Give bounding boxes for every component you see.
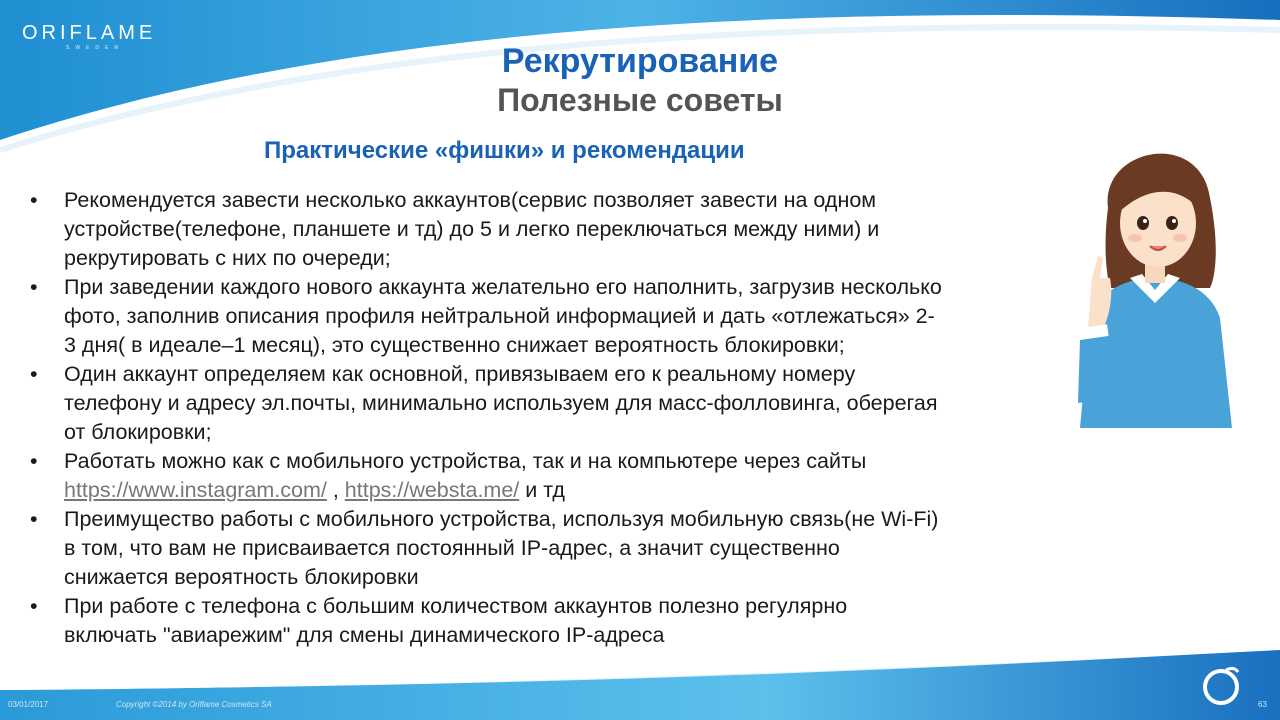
bullet-line: снижается вероятность блокировки xyxy=(64,565,419,589)
bullet-line: 3 дня( в идеале–1 месяц), это существенно снижает вероятность блокировки; xyxy=(64,333,845,357)
bullet-line: При заведении каждого нового аккаунта желательно его наполнить, загрузив несколько xyxy=(64,275,942,299)
oriflame-logo xyxy=(22,22,156,51)
websta-link[interactable]: https://websta.me/ xyxy=(344,478,520,502)
bullet-line: Преимущество работы с мобильного устройства, используя мобильную связь(не Wi-Fi) xyxy=(64,507,939,531)
oriflame-o-icon xyxy=(1198,664,1244,710)
bullet-line: устройстве(телефоне, планшете и тд) до 5 и легко переключаться между ними) и xyxy=(64,217,880,241)
bullet-list xyxy=(30,186,1035,650)
instagram-link[interactable]: https://www.instagram.com/ xyxy=(64,478,327,502)
bullet-marker: • xyxy=(30,362,38,386)
slide-subtitle: Полезные советы xyxy=(497,82,783,118)
bullet-item xyxy=(30,360,1035,447)
bullet-line: рекрутировать с них по очереди; xyxy=(64,246,391,270)
bullet-line: телефону и адресу эл.почты, минимально используем для масс-фолловинга, оберегая xyxy=(64,391,938,415)
bullet-line: Работать можно как с мобильного устройства, так и на компьютере через сайты xyxy=(64,449,867,473)
page-number: 63 xyxy=(1258,700,1267,709)
bullet-item xyxy=(30,186,1035,273)
footer-copyright: Copyright ©2014 by Oriflame Cosmetics SA xyxy=(116,700,272,709)
footer-date: 03/01/2017 xyxy=(8,700,49,709)
section-heading: Практические «фишки» и рекомендации xyxy=(264,137,745,164)
bullet-item xyxy=(30,592,1035,650)
logo-text: ORIFLAME xyxy=(22,22,157,44)
bullet-item xyxy=(30,273,1035,360)
bullet-line-links xyxy=(64,476,1035,505)
bullet-marker: • xyxy=(30,188,38,212)
slide-title: Рекрутирование xyxy=(501,42,779,80)
logo-subtext: SWEDEN xyxy=(66,45,124,51)
bullet-line: в том, что вам не присваивается постоянный IP-адрес, а значит существенно xyxy=(64,536,840,560)
bullet-item xyxy=(30,447,1035,505)
bullet-line: При работе с телефона с большим количеством аккаунтов полезно регулярно xyxy=(64,594,848,618)
bullet-item xyxy=(30,505,1035,592)
bullet-line: фото, заполнив описания профиля нейтральной информацией и дать «отлежаться» 2- xyxy=(64,304,935,328)
link-separator: , xyxy=(326,478,345,502)
bullet-marker: • xyxy=(30,594,38,618)
bullet-marker: • xyxy=(30,275,38,299)
woman-illustration xyxy=(1070,128,1240,428)
bullet-line: Один аккаунт определяем как основной, привязываем его к реальному номеру xyxy=(64,362,856,386)
link-tail: и тд xyxy=(519,478,565,502)
bullet-marker: • xyxy=(30,449,38,473)
bullet-line: включать "авиарежим" для смены динамического IP-адреса xyxy=(64,623,665,647)
bullet-marker: • xyxy=(30,507,38,531)
bullet-line: Рекомендуется завести несколько аккаунтов(сервис позволяет завести на одном xyxy=(64,188,877,212)
bullet-line: от блокировки; xyxy=(64,420,212,444)
